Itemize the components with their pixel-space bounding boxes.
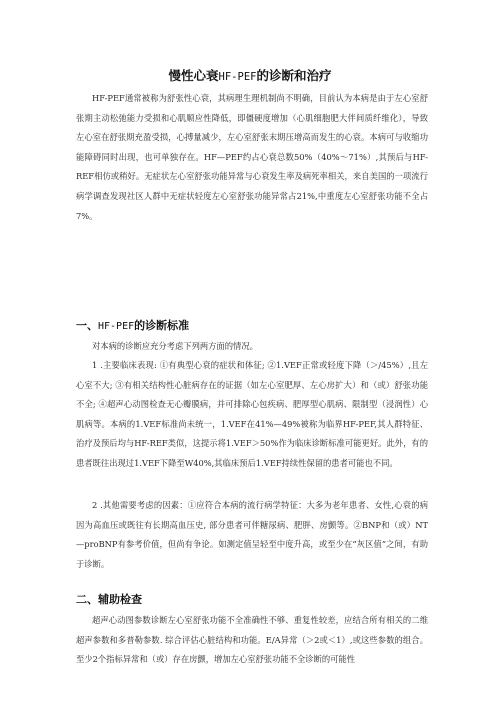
- section-1-text: 的诊断标准: [134, 319, 190, 332]
- section-1-paragraph-3: 2 .其他需要考虑的因素：①应符合本病的流行病学特征：大多为老年患者、女性,心衰的病因为高血压或既往有长期高血压史, 部分患者可伴糖尿病、肥胖、房颤等。②BNP和（或）NT—proBNP有参考价值，但尚有争论。如测定值呈轻至中度升高，或至少在“灰区值”之间，有助于诊断。: [76, 500, 428, 569]
- title-part-2: HF-PEF: [218, 71, 257, 83]
- section-1-number: 一、: [76, 319, 98, 332]
- document-title: [0, 66, 500, 84]
- section-1-paragraph-1: 对本病的诊断应充分考虑下列两方面的情况。: [92, 341, 258, 351]
- title-part-1: 慢性心衰: [168, 68, 219, 83]
- section-1-paragraph-2: 1 .主要临床表现: ①有典型心衰的症状和体征; ②1.VEF正常或轻度下降（＞/45%）,且左心室不大; ③有相关结构性心脏病存在的证据（如左心室肥厚、左心房扩大）和（或）舒张功能不全; ④超声心动图检查无心瓣膜病，并可排除心包疾病、肥厚型心肌病、限制型（浸润性）心肌病等。本病的1.VEF标准尚未统一，1.VEF在41%—49%被称为临界HF-PEF,其人群特征、治疗及预后均与HF-REF类似，这提示将1.VEF＞50%作为临床诊断标准可能更好。此外，有的患者既往出现过1.VEF下降至W40%,其临床预后1.VEF持续性保留的患者可能也不同。: [76, 360, 428, 468]
- title-part-3: 的诊断和治疗: [256, 68, 332, 83]
- section-2-paragraph-1: 超声心动图参数诊断左心室舒张功能不全准确性不够、重复性较差，应结合所有相关的二维超声参数和多普勒参数. 综合评估心脏结构和功能。E/A异常（＞2或＜1）,或这些参数的组合。至少2个指标异常和（或）存在房颤，增加左心室舒张功能不全诊断的可能性: [76, 615, 428, 665]
- section-heading-1: [76, 317, 189, 333]
- intro-paragraph: HF-PEF通常被称为舒张性心衰，其病理生理机制尚不明确，目前认为本病是由于左心室舒张期主动松弛能力受损和心肌顺应性降低，即僵硬度增加（心肌细胞肥大伴间质纤维化），导致左心室在舒张期充盈受损，心搏量减少，左心室舒张末期压增高而发生的心衰。本病可与收缩功能障碍同时出现，也可单独存在。HF—PEF约占心衰总数50%（40%～71%）,其预后与HF-REF相仿或稍好。无症状左心室舒张功能异常与心衰发生率及病死率相关，来自美国的一项流行病学调查发现社区人群中无症状轻度左心室舒张功能异常占21%,中重度左心室舒张功能不全占7%。: [76, 93, 428, 221]
- section-1-mono: HF-PEF: [98, 321, 135, 332]
- section-heading-2: 二、辅助检查: [76, 593, 142, 606]
